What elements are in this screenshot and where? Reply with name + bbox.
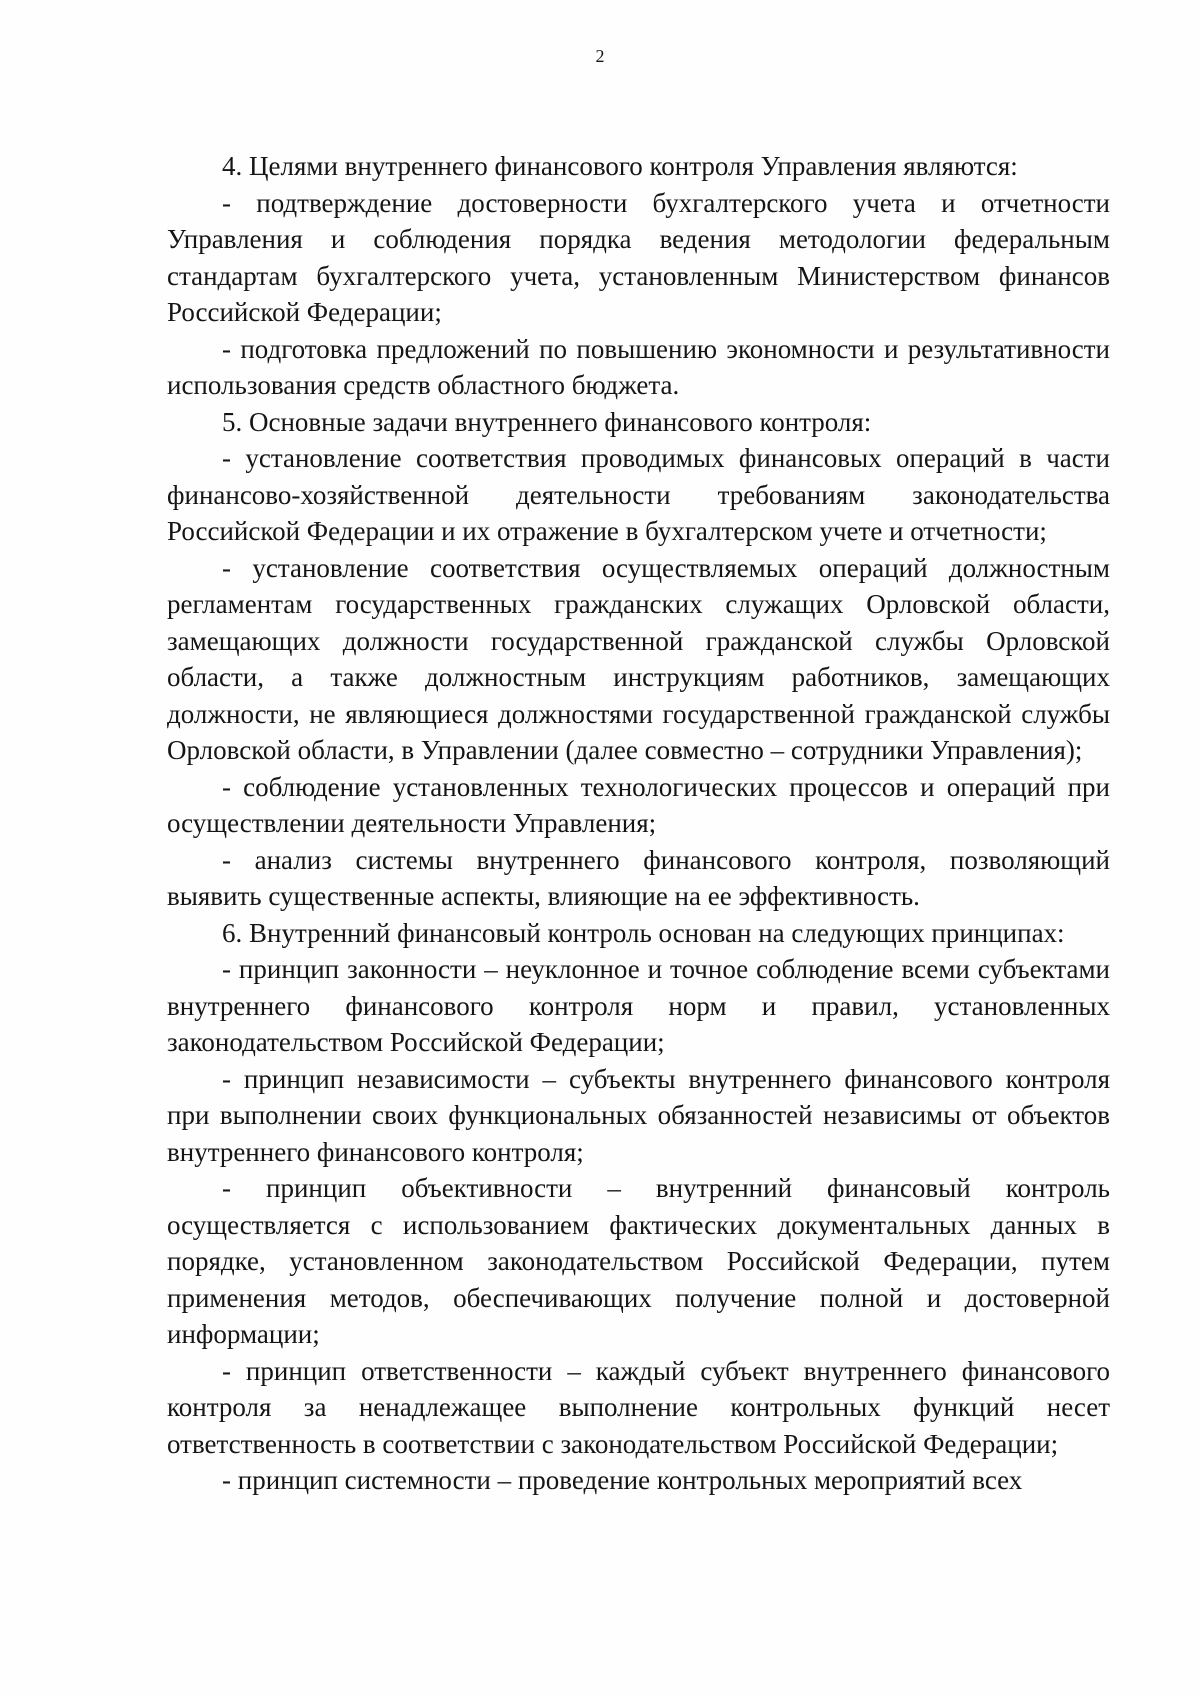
paragraph-principle-systematic: - принцип системности – проведение контрольных мероприятий всех bbox=[222, 1465, 1023, 1495]
paragraph-goals-heading: 4. Целями внутреннего финансового контроля Управления являются: bbox=[222, 151, 1018, 181]
paragraph-goal-accounting: - подтверждение достоверности бухгалтерского учета и отчетности Управления и соблюдения порядка ведения методологии федеральным стандартам бухгалтерского учета, установленным Министерством финансов Российской Федерации; bbox=[167, 187, 1110, 327]
paragraph-task-processes: - соблюдение установленных технологических процессов и операций при осуществлении деятельности Управления; bbox=[167, 771, 1110, 838]
paragraph-principle-independence: - принцип независимости – субъекты внутреннего финансового контроля при выполнении своих функциональных обязанностей независимы от объектов внутреннего финансового контроля; bbox=[167, 1063, 1110, 1167]
document-body bbox=[167, 148, 1110, 1499]
paragraph-task-compliance: - установление соответствия проводимых финансовых операций в части финансово-хозяйственной деятельности требованиям законодательства Российской Федерации и их отражение в бухгалтерском учете и отчетности; bbox=[167, 443, 1110, 546]
paragraph-task-analysis: - анализ системы внутреннего финансового контроля, позволяющий выявить существенные аспекты, влияющие на ее эффективность. bbox=[167, 844, 1110, 911]
paragraph-goal-efficiency: - подготовка предложений по повышению экономности и результативности использования средств областного бюджета. bbox=[167, 333, 1110, 400]
page-number: 2 bbox=[595, 46, 605, 66]
paragraph-principle-objectivity: - принцип объективности – внутренний финансовый контроль осуществляется с использованием фактических документальных данных в порядке, установленном законодательством Российской Федерации, путем применения методов, обеспечивающих получение полной и достоверной информации; bbox=[167, 1173, 1110, 1349]
paragraph-task-regulations: - установление соответствия осуществляемых операций должностным регламентам государственных гражданских служащих Орловской области, замещающих должности государственной гражданской службы Орловской области, а также должностным инструкциям работников, замещающих должности, не являющиеся должностями государственной гражданской службы Орловской области, в Управлении (далее совместно – сотрудники Управления); bbox=[167, 552, 1110, 765]
paragraph-principle-responsibility: - принцип ответственности – каждый субъект внутреннего финансового контроля за ненадлежащее выполнение контрольных функций несет ответственность в соответствии с законодательством Российской Федерации; bbox=[167, 1355, 1110, 1459]
paragraph-tasks-heading: 5. Основные задачи внутреннего финансового контроля: bbox=[222, 406, 872, 437]
paragraph-principle-legality: - принцип законности – неуклонное и точное соблюдение всеми субъектами внутреннего финансового контроля норм и правил, установленных законодательством Российской Федерации; bbox=[167, 954, 1110, 1057]
paragraph-principles-heading: 6. Внутренний финансовый контроль основан на следующих принципах: bbox=[222, 917, 1065, 948]
